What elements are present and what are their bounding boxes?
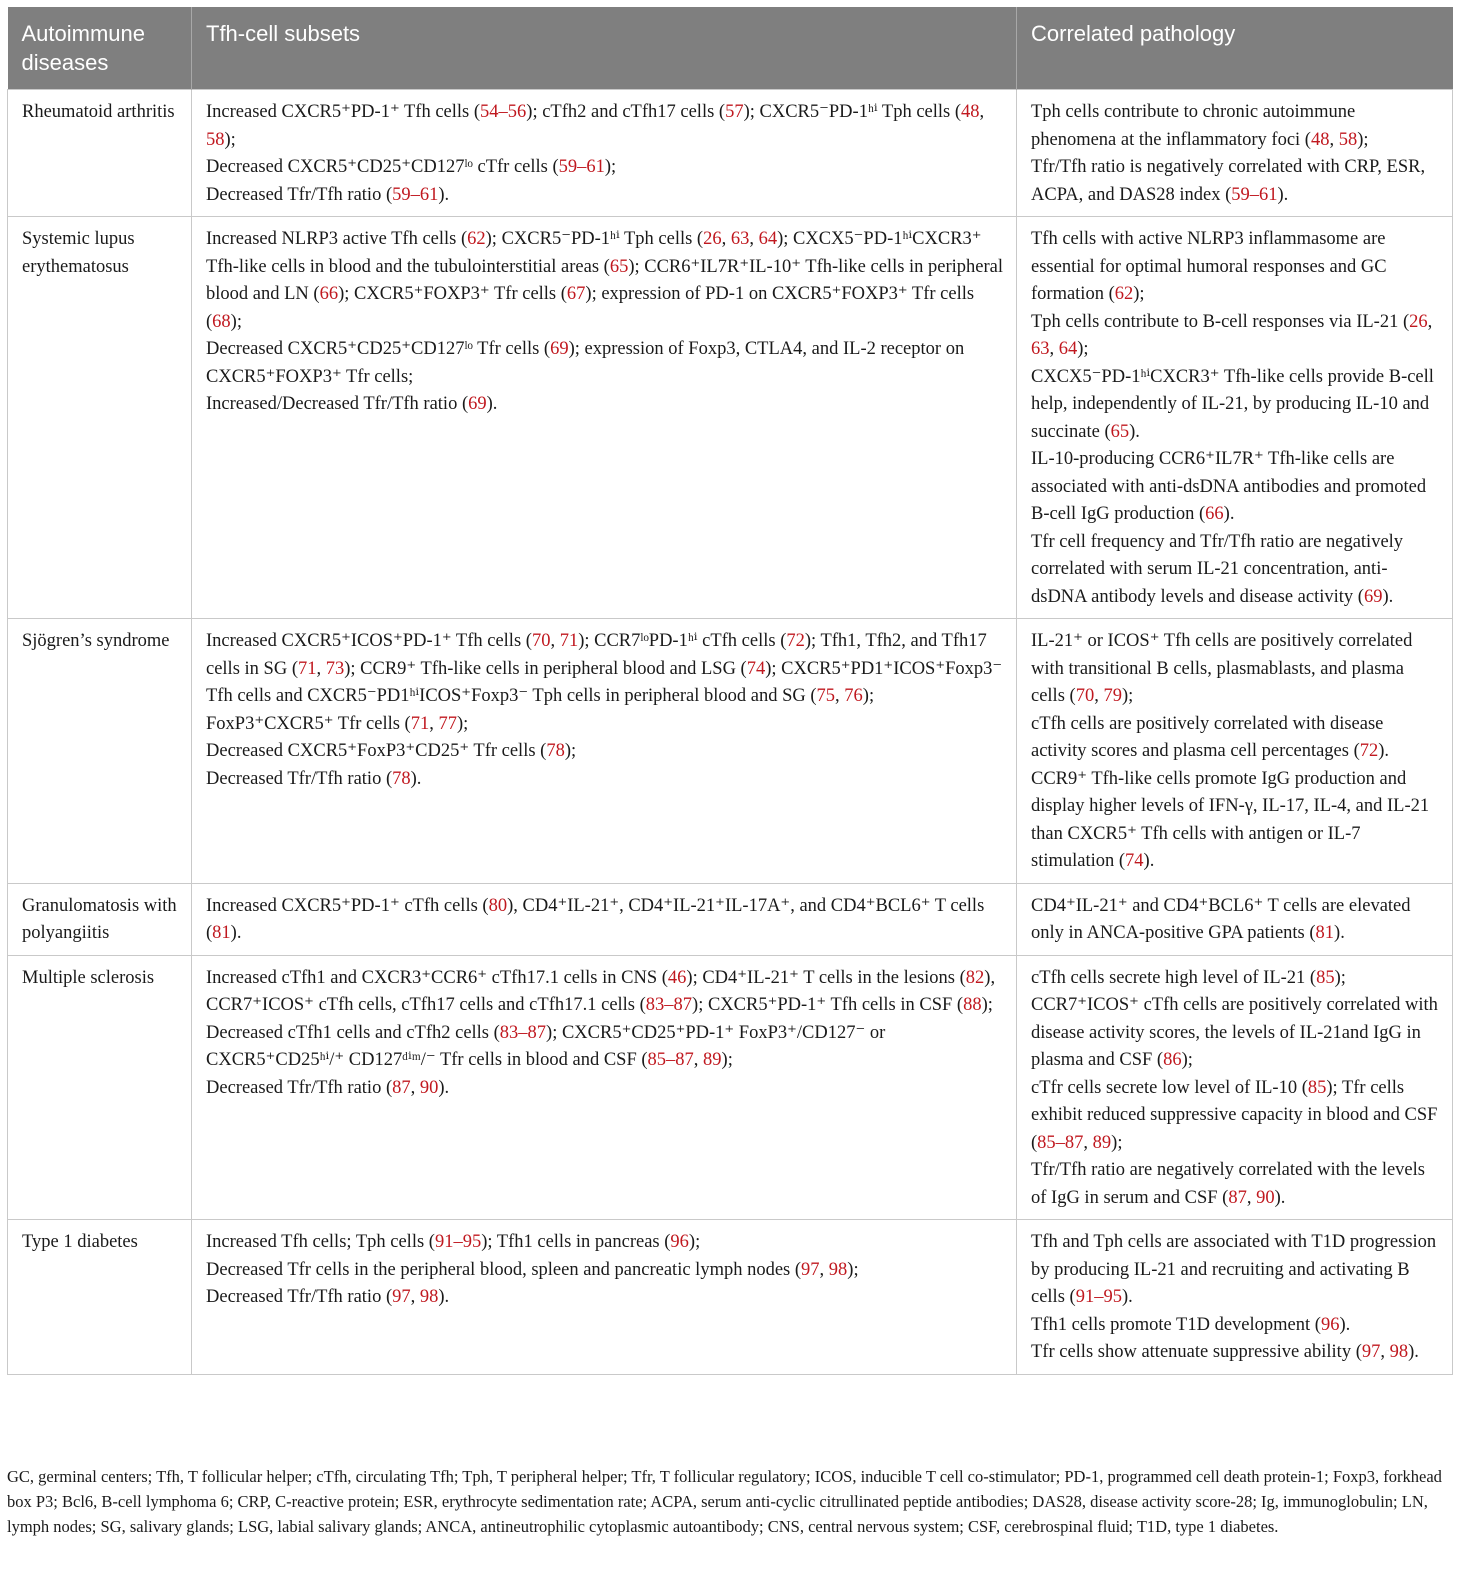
reference-number: 66 bbox=[1205, 504, 1224, 524]
reference-number: 63 bbox=[1031, 339, 1050, 359]
reference-number: 48 bbox=[961, 102, 980, 122]
data-table bbox=[7, 7, 1453, 1375]
reference-number: 69 bbox=[1363, 586, 1383, 607]
pathology-line: cTfh cells secrete high level of IL-21 (85); bbox=[1031, 967, 1346, 988]
reference-number: 79 bbox=[1103, 686, 1122, 706]
reference-number: 64 bbox=[758, 229, 778, 249]
reference-number: 48 bbox=[1310, 129, 1330, 150]
reference-number: 97 bbox=[392, 1287, 411, 1307]
reference-number: 69 bbox=[468, 394, 487, 414]
reference-number: 97 bbox=[1361, 1342, 1381, 1362]
subsets-line: Decreased CXCR5⁺FoxP3⁺CD25⁺ Tfr cells (78); bbox=[206, 741, 577, 761]
reference-number: 72 bbox=[786, 631, 805, 651]
reference-number: 87 bbox=[1228, 1187, 1247, 1208]
reference-number: 65 bbox=[609, 256, 629, 277]
reference-number: 85 bbox=[1316, 967, 1335, 988]
reference-number: 98 bbox=[828, 1259, 848, 1280]
reference-number: 76 bbox=[844, 686, 863, 706]
reference-number: 58 bbox=[1338, 129, 1358, 150]
pathology-line: CXCX5⁻PD-1ʰⁱCXCR3⁺ Tfh-like cells provide B-cell help, independently of IL-21, by producing IL-10 and succinate (65). bbox=[1031, 366, 1434, 442]
reference-number: 73 bbox=[325, 658, 345, 679]
reference-number: 80 bbox=[488, 895, 508, 916]
subsets-line: Decreased Tfr/Tfh ratio (78). bbox=[206, 768, 422, 789]
reference-number: 83–87 bbox=[645, 995, 693, 1015]
header-pathology: Correlated pathology bbox=[1017, 7, 1453, 90]
reference-number: 89 bbox=[703, 1050, 722, 1070]
reference-number: 71 bbox=[297, 658, 317, 679]
pathology-line: Tfr/Tfh ratio are negatively correlated with the levels of IgG in serum and CSF (87, 90). bbox=[1031, 1160, 1425, 1208]
subsets-cell bbox=[192, 883, 1017, 955]
table-row bbox=[8, 217, 1453, 619]
reference-number: 77 bbox=[438, 713, 457, 734]
table-footnote: GC, germinal centers; Tfh, T follicular helper; cTfh, circulating Tfh; Tph, T peripheral helper; Tfr, T follicular regulatory; ICOS, inducible T cell co-stimulator; PD-1, programmed cell death protein-1; Foxp3, forkhead box P3; Bcl6, B-cell lymphoma 6; CRP, C-reactive protein; ESR, erythrocyte sedimentation rate; ACPA, serum anti-cyclic citrullinated peptide antibodies; DAS28, disease activity score-28; Ig, immunoglobulin; LN, lymph nodes; SG, salivary glands; LSG, labial salivary glands; ANCA, antineutrophilic cytoplasmic autoantibody; CNS, central nervous system; CSF, cerebrospinal fluid; T1D, type 1 diabetes. bbox=[7, 1467, 1442, 1536]
reference-number: 98 bbox=[419, 1287, 439, 1307]
pathology-line: Tfh1 cells promote T1D development (96). bbox=[1031, 1314, 1351, 1335]
subsets-line: Increased CXCR5⁺ICOS⁺PD-1⁺ Tfh cells (70, 71); CCR7ˡᵒPD-1ʰⁱ cTfh cells (72); Tfh1, Tfh2, and Tfh17 cells in SG (71, 73); CCR9⁺ Tfh-like cells in peripheral blood and LSG (74); CXCR5⁺PD1⁺ICOS⁺Foxp3⁻ Tfh cells and CXCR5⁻PD1ʰⁱICOS⁺Foxp3⁻ Tph cells in peripheral blood and SG (75, 76); FoxP3⁺CXCR5⁺ Tfr cells (71, 77); bbox=[206, 631, 1003, 734]
reference-number: 66 bbox=[319, 284, 339, 304]
reference-number: 70 bbox=[1075, 686, 1095, 706]
table-header bbox=[8, 7, 1453, 90]
pathology-cell bbox=[1017, 90, 1453, 217]
subsets-line: Decreased Tfr/Tfh ratio (97, 98). bbox=[206, 1287, 450, 1307]
pathology-line: Tph cells contribute to B-cell responses via IL-21 (26, 63, 64); bbox=[1031, 311, 1433, 359]
pathology-line: IL-10-producing CCR6⁺IL7R⁺ Tfh-like cells are associated with anti-dsDNA antibodies and promoted B-cell IgG production (66). bbox=[1031, 449, 1427, 524]
pathology-line: cTfr cells secrete low level of IL-10 (85); Tfr cells exhibit reduced suppressive capacity in blood and CSF (85–87, 89); bbox=[1031, 1077, 1438, 1153]
reference-number: 57 bbox=[725, 102, 744, 122]
reference-number: 87 bbox=[392, 1077, 411, 1098]
reference-number: 71 bbox=[559, 631, 579, 651]
reference-number: 74 bbox=[1125, 851, 1144, 871]
pathology-line: Tph cells contribute to chronic autoimmune phenomena at the inflammatory foci (48, 58); bbox=[1031, 102, 1369, 150]
reference-number: 90 bbox=[419, 1077, 439, 1098]
table-body bbox=[8, 90, 1453, 1375]
reference-number: 75 bbox=[816, 686, 836, 706]
reference-number: 68 bbox=[212, 311, 231, 332]
reference-number: 59–61 bbox=[1231, 184, 1278, 205]
pathology-line: IL-21⁺ or ICOS⁺ Tfh cells are positively correlated with transitional B cells, plasmablasts, and plasma cells (70, 79); bbox=[1031, 631, 1413, 706]
reference-number: 26 bbox=[1409, 311, 1428, 332]
reference-number: 78 bbox=[392, 768, 411, 789]
subsets-cell bbox=[192, 217, 1017, 619]
reference-number: 70 bbox=[531, 631, 551, 651]
pathology-line: cTfh cells are positively correlated with disease activity scores and plasma cell percentages (72). bbox=[1031, 713, 1390, 761]
reference-number: 59–61 bbox=[392, 184, 439, 205]
reference-number: 88 bbox=[963, 995, 982, 1015]
subsets-line: Increased/Decreased Tfr/Tfh ratio (69). bbox=[206, 394, 498, 414]
reference-number: 62 bbox=[467, 229, 486, 249]
reference-number: 65 bbox=[1110, 421, 1130, 442]
reference-number: 46 bbox=[667, 967, 687, 988]
reference-number: 85–87 bbox=[1037, 1132, 1084, 1153]
pathology-cell bbox=[1017, 955, 1453, 1220]
reference-number: 85–87 bbox=[647, 1050, 694, 1070]
reference-number: 81 bbox=[1315, 923, 1335, 943]
reference-number: 81 bbox=[212, 923, 231, 943]
subsets-cell bbox=[192, 1220, 1017, 1375]
table-row bbox=[8, 1220, 1453, 1375]
subsets-cell bbox=[192, 955, 1017, 1220]
reference-number: 63 bbox=[730, 229, 750, 249]
subsets-line: Increased CXCR5⁺PD-1⁺ Tfh cells (54–56); cTfh2 and cTfh17 cells (57); CXCR5⁻PD-1ʰⁱ Tph cells (48, 58); bbox=[206, 102, 985, 150]
reference-number: 62 bbox=[1114, 284, 1134, 304]
header-subsets: Tfh-cell subsets bbox=[192, 7, 1017, 90]
reference-number: 85 bbox=[1307, 1077, 1327, 1098]
reference-number: 89 bbox=[1092, 1132, 1112, 1153]
reference-number: 67 bbox=[566, 284, 586, 304]
reference-number: 64 bbox=[1058, 339, 1078, 359]
reference-number: 59–61 bbox=[558, 157, 605, 177]
reference-number: 74 bbox=[746, 658, 766, 679]
subsets-line: Decreased cTfh1 cells and cTfh2 cells (83–87); CXCR5⁺CD25⁺PD-1⁺ FoxP3⁺/CD127⁻ or CXCR5⁺CD25ʰⁱ/⁺ CD127ᵈⁱᵐ/⁻ Tfr cells in blood and CSF (85–87, 89); bbox=[206, 1022, 886, 1070]
header-diseases: Autoimmune diseases bbox=[8, 7, 192, 90]
subsets-line: Decreased Tfr/Tfh ratio (87, 90). bbox=[206, 1077, 450, 1098]
table-row bbox=[8, 883, 1453, 955]
pathology-line: CCR7⁺ICOS⁺ cTfh cells are positively correlated with disease activity scores, the levels of IL-21and IgG in plasma and CSF (86); bbox=[1031, 995, 1438, 1070]
disease-cell: Systemic lupus erythematosus bbox=[8, 217, 192, 619]
pathology-line: Tfr cells show attenuate suppressive ability (97, 98). bbox=[1031, 1342, 1419, 1362]
subsets-line: Decreased Tfr cells in the peripheral blood, spleen and pancreatic lymph nodes (97, 98); bbox=[206, 1259, 859, 1280]
table-row bbox=[8, 90, 1453, 217]
subsets-line: Decreased CXCR5⁺CD25⁺CD127ˡᵒ cTfr cells (59–61); bbox=[206, 157, 617, 177]
reference-number: 91–95 bbox=[1075, 1287, 1122, 1307]
pathology-line: CD4⁺IL-21⁺ and CD4⁺BCL6⁺ T cells are elevated only in ANCA-positive GPA patients (81). bbox=[1031, 895, 1411, 943]
pathology-cell bbox=[1017, 883, 1453, 955]
reference-number: 54–56 bbox=[480, 102, 527, 122]
reference-number: 83–87 bbox=[499, 1022, 547, 1043]
reference-number: 86 bbox=[1163, 1050, 1182, 1070]
subsets-line: Decreased CXCR5⁺CD25⁺CD127ˡᵒ Tfr cells (69); expression of Foxp3, CTLA4, and IL-2 receptor on CXCR5⁺FOXP3⁺ Tfr cells; bbox=[206, 339, 965, 387]
reference-number: 72 bbox=[1359, 741, 1379, 761]
pathology-line: CCR9⁺ Tfh-like cells promote IgG production and display higher levels of IFN-γ, IL-17, IL-4, and IL-21 than CXCR5⁺ Tfh cells with antigen or IL-7 stimulation (74). bbox=[1031, 768, 1430, 871]
subsets-line: Increased CXCR5⁺PD-1⁺ cTfh cells (80), CD4⁺IL-21⁺, CD4⁺IL-21⁺IL-17A⁺, and CD4⁺BCL6⁺ T cells (81). bbox=[206, 895, 985, 943]
reference-number: 71 bbox=[410, 713, 430, 734]
pathology-line: Tfr/Tfh ratio is negatively correlated with CRP, ESR, ACPA, and DAS28 index (59–61). bbox=[1031, 157, 1426, 205]
reference-number: 82 bbox=[965, 967, 985, 988]
disease-cell: Multiple sclerosis bbox=[8, 955, 192, 1220]
reference-number: 78 bbox=[546, 741, 565, 761]
table-row bbox=[8, 619, 1453, 884]
reference-number: 26 bbox=[703, 229, 722, 249]
reference-number: 96 bbox=[1320, 1314, 1340, 1335]
reference-number: 98 bbox=[1389, 1342, 1409, 1362]
table-row bbox=[8, 955, 1453, 1220]
subsets-line: Increased NLRP3 active Tfh cells (62); CXCR5⁻PD-1ʰⁱ Tph cells (26, 63, 64); CXCX5⁻PD-1ʰⁱCXCR3⁺ Tfh-like cells in blood and the tubulointerstitial areas (65); CCR6⁺IL7R⁺IL-10⁺ Tfh-like cells in peripheral blood and LN (66); CXCR5⁺FOXP3⁺ Tfr cells (67); expression of PD-1 on CXCR5⁺FOXP3⁺ Tfr cells (68); bbox=[206, 229, 1004, 332]
pathology-cell bbox=[1017, 619, 1453, 884]
pathology-cell bbox=[1017, 1220, 1453, 1375]
subsets-line: Decreased Tfr/Tfh ratio (59–61). bbox=[206, 184, 450, 205]
subsets-line: Increased cTfh1 and CXCR3⁺CCR6⁺ cTfh17.1 cells in CNS (46); CD4⁺IL-21⁺ T cells in the lesions (82), CCR7⁺ICOS⁺ cTfh cells, cTfh17 cells and cTfh17.1 cells (83–87); CXCR5⁺PD-1⁺ Tfh cells in CSF (88); bbox=[206, 967, 996, 1015]
subsets-cell bbox=[192, 619, 1017, 884]
reference-number: 96 bbox=[670, 1232, 689, 1252]
pathology-cell bbox=[1017, 217, 1453, 619]
pathology-line: Tfr cell frequency and Tfr/Tfh ratio are negatively correlated with serum IL-21 concentration, anti-dsDNA antibody levels and disease activity (69). bbox=[1031, 531, 1404, 607]
subsets-cell bbox=[192, 90, 1017, 217]
reference-number: 91–95 bbox=[434, 1232, 482, 1252]
disease-cell: Granulomatosis with polyangiitis bbox=[8, 883, 192, 955]
reference-number: 69 bbox=[550, 339, 569, 359]
subsets-line: Increased Tfh cells; Tph cells (91–95); Tfh1 cells in pancreas (96); bbox=[206, 1232, 701, 1252]
pathology-line: Tfh cells with active NLRP3 inflammasome are essential for optimal humoral responses and GC formation (62); bbox=[1031, 229, 1387, 304]
disease-cell: Sjögren’s syndrome bbox=[8, 619, 192, 884]
pathology-line: Tfh and Tph cells are associated with T1D progression by producing IL-21 and recruiting and activating B cells (91–95). bbox=[1031, 1232, 1437, 1307]
disease-cell: Rheumatoid arthritis bbox=[8, 90, 192, 217]
reference-number: 58 bbox=[206, 129, 225, 150]
reference-number: 97 bbox=[801, 1259, 820, 1280]
header-row bbox=[8, 7, 1453, 90]
disease-cell: Type 1 diabetes bbox=[8, 1220, 192, 1375]
reference-number: 90 bbox=[1256, 1187, 1275, 1208]
